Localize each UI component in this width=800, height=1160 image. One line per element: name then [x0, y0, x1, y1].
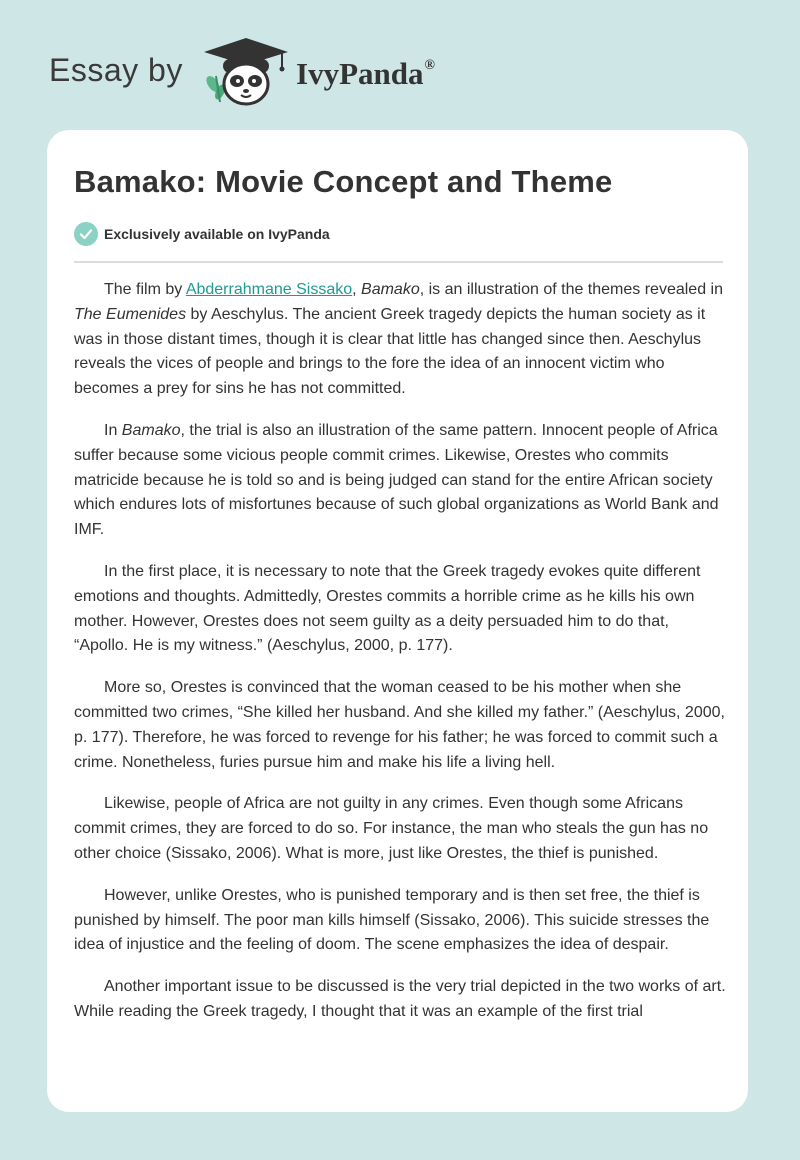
site-header — [0, 0, 800, 130]
article-body — [74, 278, 726, 1042]
page-title: Bamako: Movie Concept and Theme — [74, 164, 613, 199]
paragraph-6: However, unlike Orestes, who is punished temporary and is then set free, the thief is punished by himself. The poor man kills himself (Sissako, 2006). This suicide stresses the idea of injustice and the feeling of doom. The scene emphasizes the idea of despair. — [74, 886, 710, 954]
article-card — [47, 130, 748, 1112]
panda-logo-icon — [200, 36, 292, 108]
exclusive-badge-label: Exclusively available on IvyPanda — [104, 226, 330, 242]
paragraph-7: Another important issue to be discussed is the very trial depicted in the two works of art. While reading the Greek tragedy, I thought that it was an example of the first trial — [74, 978, 726, 1020]
brand-name[interactable]: IvyPanda® — [296, 56, 435, 91]
paragraph-4: More so, Orestes is convinced that the woman ceased to be his mother when she committed two crimes, “She killed her husband. And she killed my father.” (Aeschylus, 2000, p. 177). Therefore, he was forced to revenge for his father; he was forced to commit such a crime. Nonetheless, furies pursue him and make his life a living hell. — [74, 679, 725, 771]
paragraph-1: The film by Abderrahmane Sissako, Bamako, is an illustration of the themes revealed in The Eumenides by Aeschylus. The ancient Greek tragedy depicts the human society as it was in those distant times, though it is clear that little has changed since then. Aeschylus reveals the vices of people and brings to the fore the idea of an innocent victim who becomes a prey for sins he has not committed. — [74, 281, 723, 398]
divider — [74, 261, 723, 263]
paragraph-2: In Bamako, the trial is also an illustration of the same pattern. Innocent people of Africa suffer because some vicious people commit crimes. Likewise, Orestes who commits matricide because he is told so and is being judged can stand for the entire African society which endures lots of misfortunes because of such global organizations as World Bank and IMF. — [74, 421, 719, 539]
brand-prefix: Essay by — [49, 52, 183, 88]
author-link[interactable]: Abderrahmane Sissako — [185, 281, 353, 298]
exclusive-badge — [74, 222, 330, 246]
paragraph-5: Likewise, people of Africa are not guilty in any crimes. Even though some Africans commit crimes, they are forced to do so. For instance, the man who steals the gun has no other choice (Sissako, 2006). What is more, just like Orestes, the thief is punished. — [74, 795, 709, 862]
paragraph-3: In the first place, it is necessary to note that the Greek tragedy evokes quite different emotions and thoughts. Admittedly, Orestes commits a horrible crime as he kills his own mother. However, Orestes does not seem guilty as a deity persuaded him to do that, “Apollo. He is my witness.” (Aeschylus, 2000, p. 177). — [74, 562, 701, 655]
check-circle-icon — [74, 222, 98, 246]
